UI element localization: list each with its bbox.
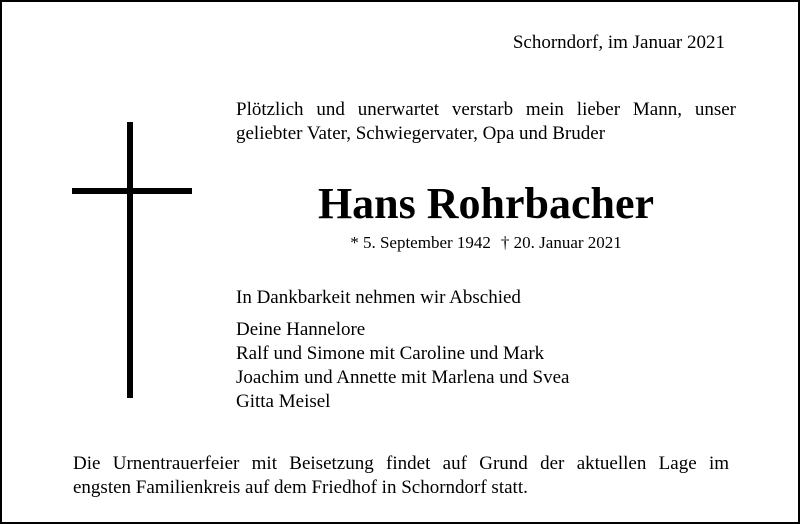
cross-vertical-bar <box>127 122 133 398</box>
notice-line-2: engsten Familienkreis auf dem Friedhof in Schorndorf statt. <box>73 477 528 498</box>
mourner: Gitta Meisel <box>236 391 331 412</box>
deceased-name: Hans Rohrbacher <box>317 179 655 228</box>
funeral-notice <box>73 452 729 500</box>
mourner: Deine Hannelore <box>236 319 366 340</box>
mourner: Joachim und Annette mit Marlena und Svea <box>236 367 570 388</box>
intro-text <box>236 98 736 146</box>
cross-icon <box>72 122 192 398</box>
death-date: † 20. Januar 2021 <box>500 233 622 252</box>
mourners-list <box>236 318 569 414</box>
farewell-text: In Dankbarkeit nehmen wir Abschied <box>236 287 521 308</box>
intro-line-1: Plötzlich und unerwartet verstarb mein lieber Mann, unser <box>236 99 736 120</box>
place-date: Schorndorf, im Januar 2021 <box>512 32 725 53</box>
mourner: Ralf und Simone mit Caroline und Mark <box>236 343 545 364</box>
intro-line-2: geliebter Vater, Schwiegervater, Opa und Bruder <box>236 123 606 144</box>
notice-line-1: Die Urnentrauerfeier mit Beisetzung findet auf Grund der aktuellen Lage im <box>73 453 729 474</box>
cross-horizontal-bar <box>72 188 192 194</box>
birth-date: * 5. September 1942 <box>350 233 491 252</box>
life-dates <box>236 232 736 254</box>
